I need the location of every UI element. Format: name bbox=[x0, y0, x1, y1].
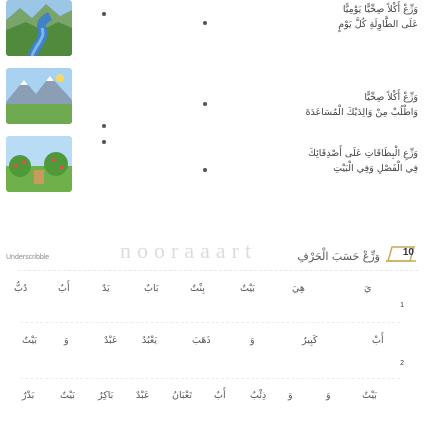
word: عَبْدٌ bbox=[136, 390, 150, 401]
word: هِيَ bbox=[292, 283, 305, 294]
word: يَدٌ bbox=[102, 283, 110, 294]
row-number: 2 bbox=[400, 360, 404, 367]
word: ذَهَبَ bbox=[192, 335, 211, 346]
word: دُبٌّ bbox=[14, 283, 28, 294]
sentence-line-1: وَزِّعْ أَكْلاً صِحِّيًّا يَوْمِيًّا bbox=[342, 4, 418, 15]
word: يَعْبُدُ bbox=[142, 335, 158, 346]
word: وَ bbox=[250, 335, 255, 346]
answer-line[interactable] bbox=[20, 378, 400, 379]
word: بَيْتٌ bbox=[60, 390, 75, 401]
word: يَ bbox=[364, 283, 372, 294]
word: عَبْدٌ bbox=[104, 335, 118, 346]
section-number: 10 bbox=[402, 247, 414, 258]
word-row-1 bbox=[0, 283, 430, 303]
word: أَبْ bbox=[372, 335, 384, 346]
word-row-3 bbox=[0, 390, 430, 410]
word: بِنْتٌ bbox=[190, 283, 205, 294]
word: أَبٌ bbox=[214, 390, 226, 401]
match-dot-left[interactable] bbox=[102, 12, 106, 16]
word: تَعْبَانُ bbox=[172, 390, 192, 401]
word: بَيْتٌ bbox=[22, 335, 37, 346]
match-row-1 bbox=[0, 0, 430, 58]
match-row-2 bbox=[0, 68, 430, 126]
section-title: وَزِّعْ حَسَبَ الْحَرْفِ bbox=[297, 250, 380, 263]
match-sentence bbox=[218, 2, 418, 32]
sentence-line-2: عَلَى الطَّاوِلَةِ كُلَّ يَوْمٍ bbox=[338, 19, 418, 30]
word: بَيْتٌ bbox=[240, 283, 255, 294]
word: كَبِيرٌ bbox=[302, 335, 318, 346]
sentence-line-2: فِي الْفَصْلِ وَفِي الْبَيْتِ bbox=[333, 163, 418, 174]
section-divider bbox=[18, 270, 418, 271]
match-dot-right[interactable] bbox=[203, 21, 207, 25]
word-row-2 bbox=[0, 335, 430, 355]
match-sentence bbox=[218, 90, 418, 120]
sentence-line-1: وَزِّعِ الْبِطَاقَاتِ عَلَى أَصْدِقَائِكَ bbox=[308, 148, 418, 159]
match-sentence bbox=[218, 146, 418, 176]
word: بَابٌ bbox=[144, 283, 159, 294]
watermark: nooraaart bbox=[120, 238, 258, 263]
sentence-line-1: وَزِّعْ أَكْلاً صِحِّيًّا bbox=[364, 92, 418, 103]
word: ذِئْبٌ bbox=[250, 390, 267, 401]
answer-line[interactable] bbox=[20, 322, 400, 323]
row-number: 1 bbox=[400, 302, 404, 309]
word: وَ bbox=[64, 335, 69, 346]
match-dot-left[interactable] bbox=[102, 124, 106, 128]
match-dot-left[interactable] bbox=[102, 140, 106, 144]
match-row-3 bbox=[0, 136, 430, 194]
word: وَ bbox=[288, 390, 293, 401]
word: بَدْرٌ bbox=[22, 390, 35, 401]
word: أَبٌ bbox=[58, 283, 70, 294]
match-dot-right[interactable] bbox=[203, 102, 207, 106]
mountain-picture bbox=[6, 68, 72, 124]
word: وَ bbox=[326, 390, 331, 401]
river-picture bbox=[6, 0, 72, 56]
word: بَاكِرٌ bbox=[98, 390, 114, 401]
garden-picture bbox=[6, 136, 72, 192]
match-dot-right[interactable] bbox=[203, 168, 207, 172]
sentence-line-2: وَاطْلُبْ مِنْ وَالِدَيْكَ الْمُسَاعَدَةَ bbox=[305, 107, 418, 118]
word: بَيْتٌ bbox=[362, 390, 377, 401]
section-left-label: Underscribble bbox=[6, 254, 50, 261]
